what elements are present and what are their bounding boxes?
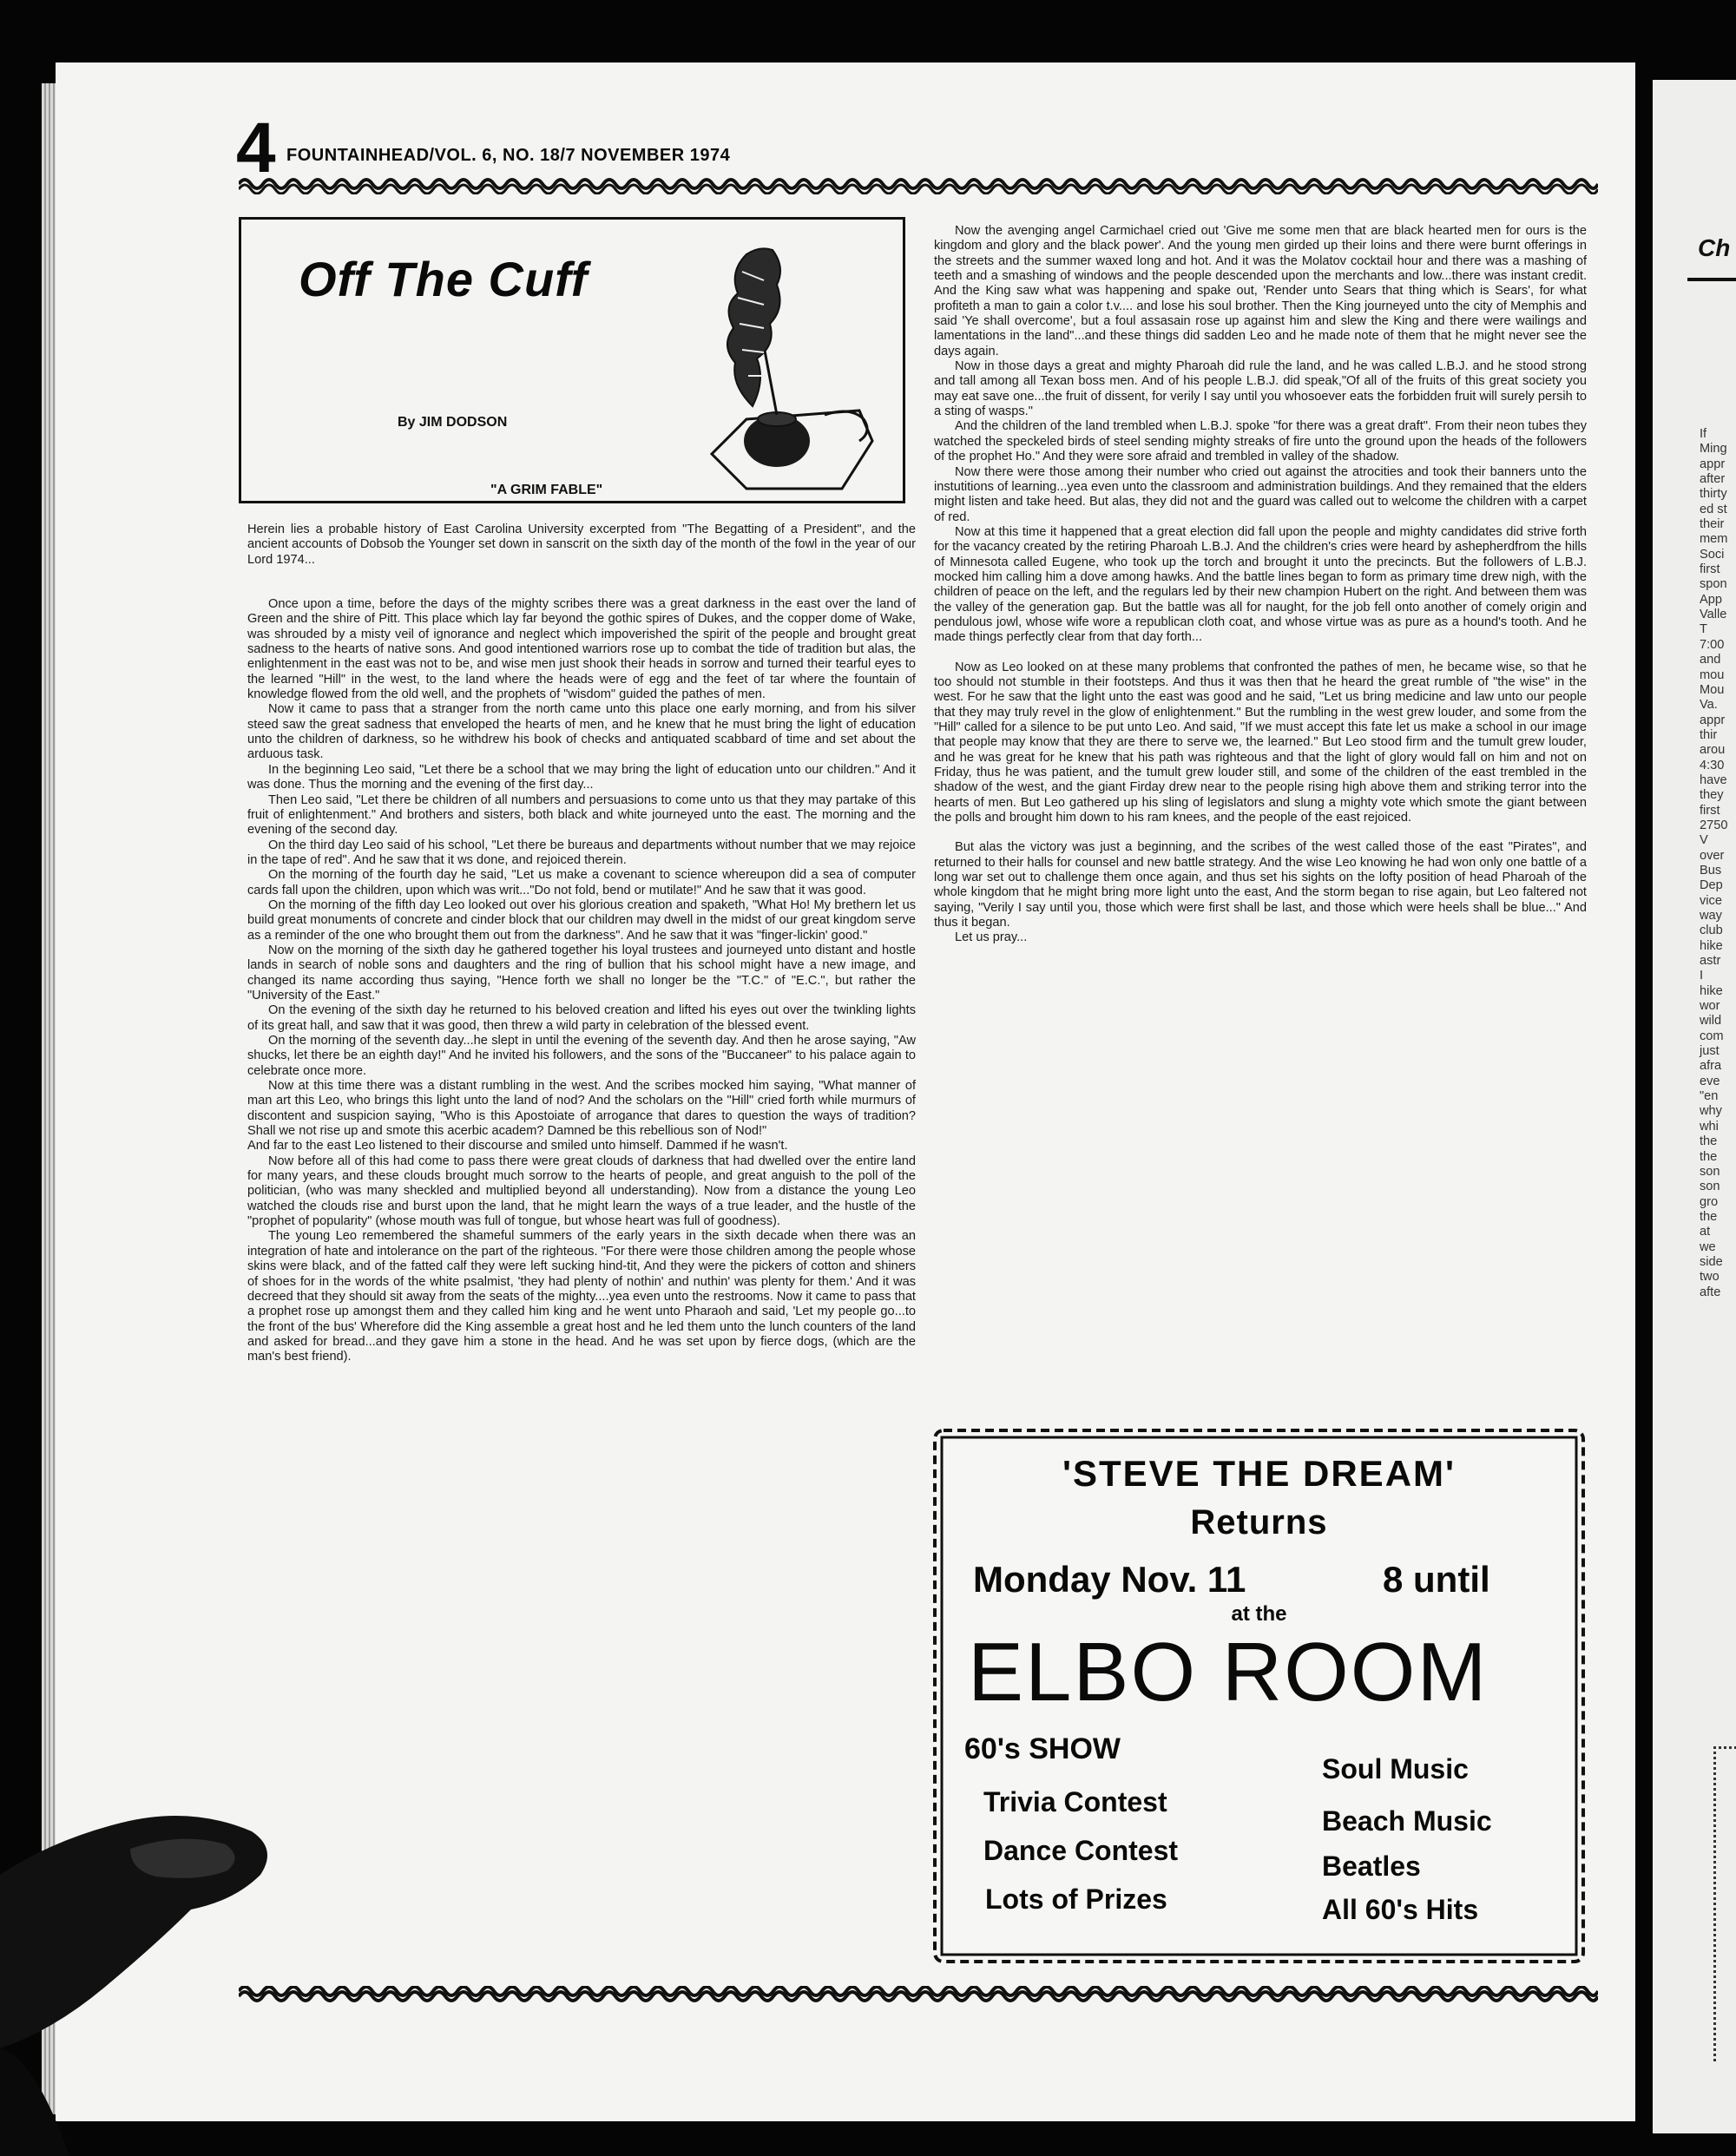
ad-returns: Returns — [1190, 1503, 1328, 1541]
paragraph: And the children of the land trembled when L.B.J. spoke "for there was a great draft". From their neon tubes they watched the speckeled birds of steel sending mighty streaks of fire unto the ground upon the heads of the followers of the prophet Ho." And they were sore afraid and trembled in valley of the shadow. — [934, 419, 1587, 464]
adjacent-line-fragment: afte — [1700, 1285, 1721, 1299]
paragraph: Once upon a time, before the days of the mighty scribes there was a great darkness in the east over the land of Green and the shire of Pitt. This place which lay far beyond the gothic spires of Dukes, and the copper dome of Wake, was shrouded by a misty veil of ignorance and neglect which impoverished the spirit of the people and brought great sadness to the hearts of native sons. And good intentioned warriors rose up to combat the tide of tradition but alas, the enlightenment in the east was not to be, and wise men just shook their heads in sorrow and turned their tearful eyes to the learned "Hill" in the west, to the land where the heads were of egg and the feet of tar where the fountain of knowledge flowed from the old well, and the prophets of "wisdom" guided the pathes of men. — [247, 597, 916, 702]
ad-right-item: Soul Music — [1322, 1753, 1469, 1785]
adjacent-line-fragment: Soci — [1700, 547, 1725, 562]
adjacent-line-fragment: the — [1700, 1149, 1718, 1164]
adjacent-line-fragment: I — [1700, 969, 1704, 983]
ad-date: Monday Nov. 11 — [973, 1559, 1246, 1600]
paragraph: On the morning of the fifth day Leo looked out over his glorious creation and spaketh, "What Ho! My brethern let us build great monuments of concrete and cinder block that our children may dwell in the midst of our great kingdom serve as a reminder of the one who brought them out from the darkness". And he saw that it was "finger-lickin' good." — [247, 897, 916, 943]
paragraph: Now it came to pass that a stranger from the north came unto this place one early morning, and from his silver steed saw the great sadness that enveloped the hearts of men, and he knew that he must bring the light of education unto the children of darkness, so he withdrew his book of checks and antiquated scabbard of time and set about the arduous task. — [247, 702, 916, 762]
adjacent-line-fragment: hike — [1700, 983, 1723, 998]
page-number: 4 — [236, 108, 276, 187]
paragraph: Now as Leo looked on at these many problems that confronted the pathes of men, he became wise, so that he too should not stumble in their footsteps. And thus it was then that he heard the great rumble of "the wise" in the west. For he saw that the light unto the east was good and he said, "Let us bring medicine and law unto our people that they may truly revel in the glow of enlightenment." But the rumbling in the west grew louder, and some from the "Hill" called for a silence to be put unto Leo. And said, "If we must accept this fate let us make a school in our image that people may know that they are there to serve we, the learned." But Leo stood firm and the tumult grew louder, and he was great for he knew that his path was righteous and that the light of glory would fall on him and not on Friday, thus he was patient, and the tumult grew louder still, and some of the children of the east trembled in the shadow of the west, and the giant Firday drew near to the people rising high above them and striking terror into the hearts of men. But Leo gathered up his sling of legislators and slung a mighty vote which smote the giant between the polls and brought him down to his ram knees, and the people of the east rejoiced. — [934, 660, 1587, 825]
adjacent-line-fragment: they — [1700, 788, 1724, 803]
paragraph: In the beginning Leo said, "Let there be a school that we may bring the light of education unto our children." And it was done. Thus the morning and the evening of the first day... — [247, 762, 916, 792]
adjacent-line-fragment: at — [1700, 1225, 1711, 1239]
paragraph: Now at this time there was a distant rumbling in the west. And the scribes mocked him saying, "What manner of man art this Leo, who brings this light unto the land of nod? And the scholars on the "Hill" cried forth while murmurs of discontent and suspicion saying, "Who is this Apostoiate of arrogance that dares to question the ways of tradition? Shall we not rise up and smote this acerbic academ? Damned be this rebellious son of Nod!" — [247, 1079, 916, 1139]
bottom-wavy-rule — [239, 1986, 1598, 2007]
adjacent-line-fragment: why — [1700, 1104, 1722, 1119]
paragraph: Then Leo said, "Let there be children of all numbers and persuasions to come unto us that they may partake of this fruit of enlightenment." And brothers and sisters, both black and white journeyed unto the east. The morning and the evening of the second day. — [247, 792, 916, 838]
ad-headline: 'STEVE THE DREAM' — [1062, 1453, 1456, 1494]
ad-right-item: All 60's Hits — [1322, 1894, 1479, 1925]
adjacent-rule — [1687, 278, 1736, 281]
paragraph: The young Leo remembered the shameful summers of the early years in the sixth decade when there was an integration of hate and intolerance on the part of the righteous. "For there were those children among the people whose skins were black, and of the fatted calf they were left sucking hind-tit, And they were the pickers of cotton and shiners of shoes for in the words of the white psalmist, 'they had plenty of nothin' and nuthin' was plenty for them.' And it was decreed that they should sit away from the seats of the mighty....yea even unto the restrooms. Now it came to pass that a prophet rose up amongst them and they called him king and he went unto Pharaoh and said, 'Let my people go...to the front of the bus' Wherefore did the King assemble a great host and he led them unto the lunch counters of the land and asked for bread...and they gave him a stone in the head. And he was set upon by fierce dogs, (which are the man's best friend). — [247, 1229, 916, 1364]
adjacent-line-fragment: hike — [1700, 938, 1723, 953]
adjacent-line-fragment: T — [1700, 622, 1707, 637]
adjacent-line-fragment: after — [1700, 472, 1726, 487]
adjacent-line-fragment: If — [1700, 427, 1707, 441]
adjacent-line-fragment: just — [1700, 1044, 1720, 1059]
adjacent-line-fragment: first — [1700, 562, 1720, 577]
ad-venue: ELBO ROOM — [968, 1626, 1489, 1719]
ad-left-item: Dance Contest — [983, 1835, 1179, 1866]
intro-paragraph: Herein lies a probable history of East Carolina University excerpted from "The Begatting of a President", and the ancient accounts of Dobsob the Younger set down in sanscrit on the sixth day of the month of the fowl in the year of our Lord 1974... — [247, 523, 916, 567]
paragraph: And far to the east Leo listened to their discourse and smiled unto himself. Dammed if he wasn't. — [247, 1139, 788, 1154]
paragraph: Let us pray... — [955, 930, 1028, 945]
adjacent-line-fragment: 4:30 — [1700, 758, 1725, 772]
adjacent-line-fragment: thir — [1700, 727, 1718, 742]
adjacent-line-fragment: whi — [1700, 1119, 1719, 1134]
adjacent-line-fragment: V — [1700, 833, 1708, 848]
adjacent-text-fragments — [1700, 427, 1727, 1300]
adjacent-line-fragment: side — [1700, 1254, 1723, 1269]
adjacent-line-fragment: club — [1700, 924, 1723, 938]
paragraph: On the morning of the fourth day he said, "Let us make a covenant to science whereupon did a sea of computer cards fall upon the children, upon which was writ..."Do not fold, bend or mutilate!" And he saw that it was good. — [247, 868, 916, 897]
ad-right-item: Beach Music — [1322, 1805, 1492, 1837]
paragraph: But alas the victory was just a beginning, and the scribes of the west called those of the east "Pirates", and returned to their halls for counsel and new battle strategy. And the wise Leo knowing he had won only one battle of a long war set out to challenge them once again, and thus set his sights on the lofty position of head Pharoah of the whole kingdom that he might bring more light unto the east, And the storm began to rise again, but Leo faltered not saying, "Verily I say until you, those which were first shall be last, and those which were heels shall be blue..." And thus it began. — [934, 840, 1587, 930]
adjacent-line-fragment: first — [1700, 803, 1720, 818]
adjacent-line-fragment: astr — [1700, 954, 1721, 969]
adjacent-line-fragment: com — [1700, 1029, 1724, 1043]
paragraph: Now in those days a great and mighty Pharoah did rule the land, and he was called L.B.J. and he stood strong and tall among all Texan boss men. And of his people L.B.J. did speak,"Of all of the fruits of this great society you may eat save one...the fruit of dissent, for verily I say until you whosoever eats the forbidden fruit will surely persih to a sting of wasps." — [934, 359, 1587, 419]
adjacent-line-fragment: way — [1700, 909, 1722, 923]
elbo-room-advertisement — [923, 1418, 1595, 1974]
adjacent-line-fragment: vice — [1700, 893, 1722, 908]
adjacent-line-fragment: App — [1700, 592, 1722, 607]
adjacent-line-fragment: spon — [1700, 577, 1727, 592]
adjacent-line-fragment: wild — [1700, 1014, 1722, 1029]
adjacent-line-fragment: and — [1700, 653, 1721, 667]
ad-at-the: at the — [1231, 1602, 1287, 1626]
adjacent-line-fragment: ed st — [1700, 502, 1727, 516]
paragraph: Now the avenging angel Carmichael cried out 'Give me some men that are black hearted men for ours is the kingdom and glory and the black power'. And the young men girded up their loins and there were burnt offerings in the streets and the summer waxed long and hot. And it was the Molatov cocktail hour and there was a mashing of teeth and a smashing of windows and the people descended upon the merchants and low...there was instant credit. And the King saw what was happening and spake out, 'Render unto Sears that thing which is Sears', for what profiteth a man to gain a color t.v.... and lose his soul brother. Then the King journeyed unto the city of Memphis and said 'Ye shall overcome', but a foul assasain rose up against him and slew the King and there were wailings and lamentations in the land"...and these things did sadden Leo and he made note of them that he might never see the days again. — [934, 224, 1587, 358]
adjacent-line-fragment: eve — [1700, 1074, 1720, 1088]
column-title: Off The Cuff — [299, 252, 589, 306]
off-the-cuff-header-box — [239, 217, 905, 503]
adjacent-page-strip — [1653, 80, 1736, 2133]
ad-left-item: Lots of Prizes — [985, 1883, 1167, 1915]
adjacent-heading: Ch — [1698, 234, 1731, 261]
adjacent-line-fragment: the — [1700, 1209, 1718, 1224]
adjacent-line-fragment: two — [1700, 1270, 1720, 1285]
paragraph: On the third day Leo said of his school, "Let there be bureaus and departments without number that we may rejoice in the tape of red". And he saw that it ws done, and rejoiced therein. — [247, 838, 916, 867]
right-article-column — [934, 224, 1587, 946]
adjacent-line-fragment: appr — [1700, 713, 1726, 727]
adjacent-line-fragment: we — [1700, 1239, 1716, 1254]
adjacent-line-fragment: wor — [1700, 999, 1720, 1014]
adjacent-line-fragment: mem — [1700, 532, 1728, 547]
byline: By JIM DODSON — [398, 415, 508, 430]
adjacent-line-fragment: their — [1700, 517, 1725, 532]
quill-inkwell-illustration — [694, 237, 877, 497]
adjacent-line-fragment: mou — [1700, 667, 1725, 682]
paragraph: On the morning of the seventh day...he slept in until the evening of the seventh day. And then he arose saying, "Aw shucks, let there be an eighth day!" And he invited his followers, and the sons of the "Buccaneer" to his palace again to celebrate once more. — [247, 1034, 916, 1078]
paragraph: On the evening of the sixth day he returned to his beloved creation and lifted his eyes out over the twinkling lights of its great hall, and saw that it was good, then threw a wild party in celebration of the blessed event. — [247, 1003, 916, 1033]
ad-right-item: Beatles — [1322, 1850, 1421, 1882]
adjacent-line-fragment: have — [1700, 772, 1727, 787]
adjacent-line-fragment: Va. — [1700, 698, 1718, 713]
hand-holding-page — [0, 1771, 295, 2156]
adjacent-line-fragment: son — [1700, 1180, 1720, 1194]
adjacent-line-fragment: Dep — [1700, 878, 1723, 893]
paragraph: Now at this time it happened that a great election did fall upon the people and mighty candidates did strive forth for the vacancy created by the retiring Pharoah L.B.J. And the children's cries were heard by ashepherdfrom the hills of Minnesota called Eugene, who took up the torch and brought it unto the precincts. But the followers of L.B.J. mocked him calling him a dove among hawks. And the battle lines began to form as primary time drew nigh, with the children of peace on the left, and the regulars led by their new champion Hubert on the right. And between them was the valley of the generation gap. But the battle was all for naught, for the job fell onto another of comely origin and pendulous jowl, whose wife wore a republican cloth coat, and whose virtue was as pure as a hound's tooth. And he made things perfectly clear from that day forth... — [934, 524, 1587, 645]
adjacent-line-fragment: 2750 — [1700, 818, 1728, 832]
adjacent-line-fragment: 7:00 — [1700, 637, 1725, 652]
adjacent-line-fragment: Mou — [1700, 682, 1725, 697]
adjacent-line-fragment: Valle — [1700, 608, 1727, 622]
paragraph: Now there were those among their number who cried out against the atrocities and took their banners unto the instutitions of learning...yea even unto the classroom and administration buildings. And they remained that the elders might listen and take heed. But alas, they did not and the guard was called out to welcome the children with a carpet of red. — [934, 464, 1587, 524]
ad-time: 8 until — [1383, 1559, 1490, 1600]
adjacent-line-fragment: afra — [1700, 1059, 1722, 1074]
paragraph: Now on the morning of the sixth day he gathered together his loyal trustees and journeyed unto distant and hostle lands in search of noble sons and daughters and the ring of bullion that his school might have a new image, and changed its name according thus saying, "Hence forth we shall no longer be the "T.C." of "E.C.", but rather the "University of the East." — [247, 943, 916, 1002]
adjacent-line-fragment: appr — [1700, 457, 1726, 471]
adjacent-line-fragment: over — [1700, 848, 1725, 863]
ad-left-item: Trivia Contest — [983, 1786, 1167, 1817]
adjacent-line-fragment: gro — [1700, 1194, 1719, 1209]
adjacent-line-fragment: Ming — [1700, 442, 1727, 457]
adjacent-line-fragment: son — [1700, 1164, 1720, 1179]
adjacent-dotted-box — [1713, 1746, 1736, 2061]
adjacent-line-fragment: "en — [1700, 1089, 1719, 1104]
column-subtitle: "A GRIM FABLE" — [490, 483, 603, 497]
adjacent-line-fragment: Bus — [1700, 863, 1722, 878]
adjacent-line-fragment: the — [1700, 1134, 1718, 1149]
left-article-column — [247, 523, 916, 1365]
paragraph: Now before all of this had come to pass there were great clouds of darkness that had dwelled over the entire land for many years, and these clouds brought much sorrow to the hearts of people, and great anguish to the poll of the politician, (who was many sheckled and multiplied beyond all understanding). Now from a distance the young Leo watched the clouds rise and burst upon the land, that he might learn the ways of a true leader, and the hustle of the "prophet of popularity" (whose mouth was full of tongue, but whose heart was full of goodness). — [247, 1154, 916, 1229]
masthead: FOUNTAINHEAD/VOL. 6, NO. 18/7 NOVEMBER 1974 — [286, 146, 731, 165]
top-wavy-rule — [239, 174, 1598, 194]
adjacent-line-fragment: arou — [1700, 743, 1726, 758]
adjacent-line-fragment: thirty — [1700, 487, 1727, 502]
ad-left-item: 60's SHOW — [964, 1732, 1121, 1765]
